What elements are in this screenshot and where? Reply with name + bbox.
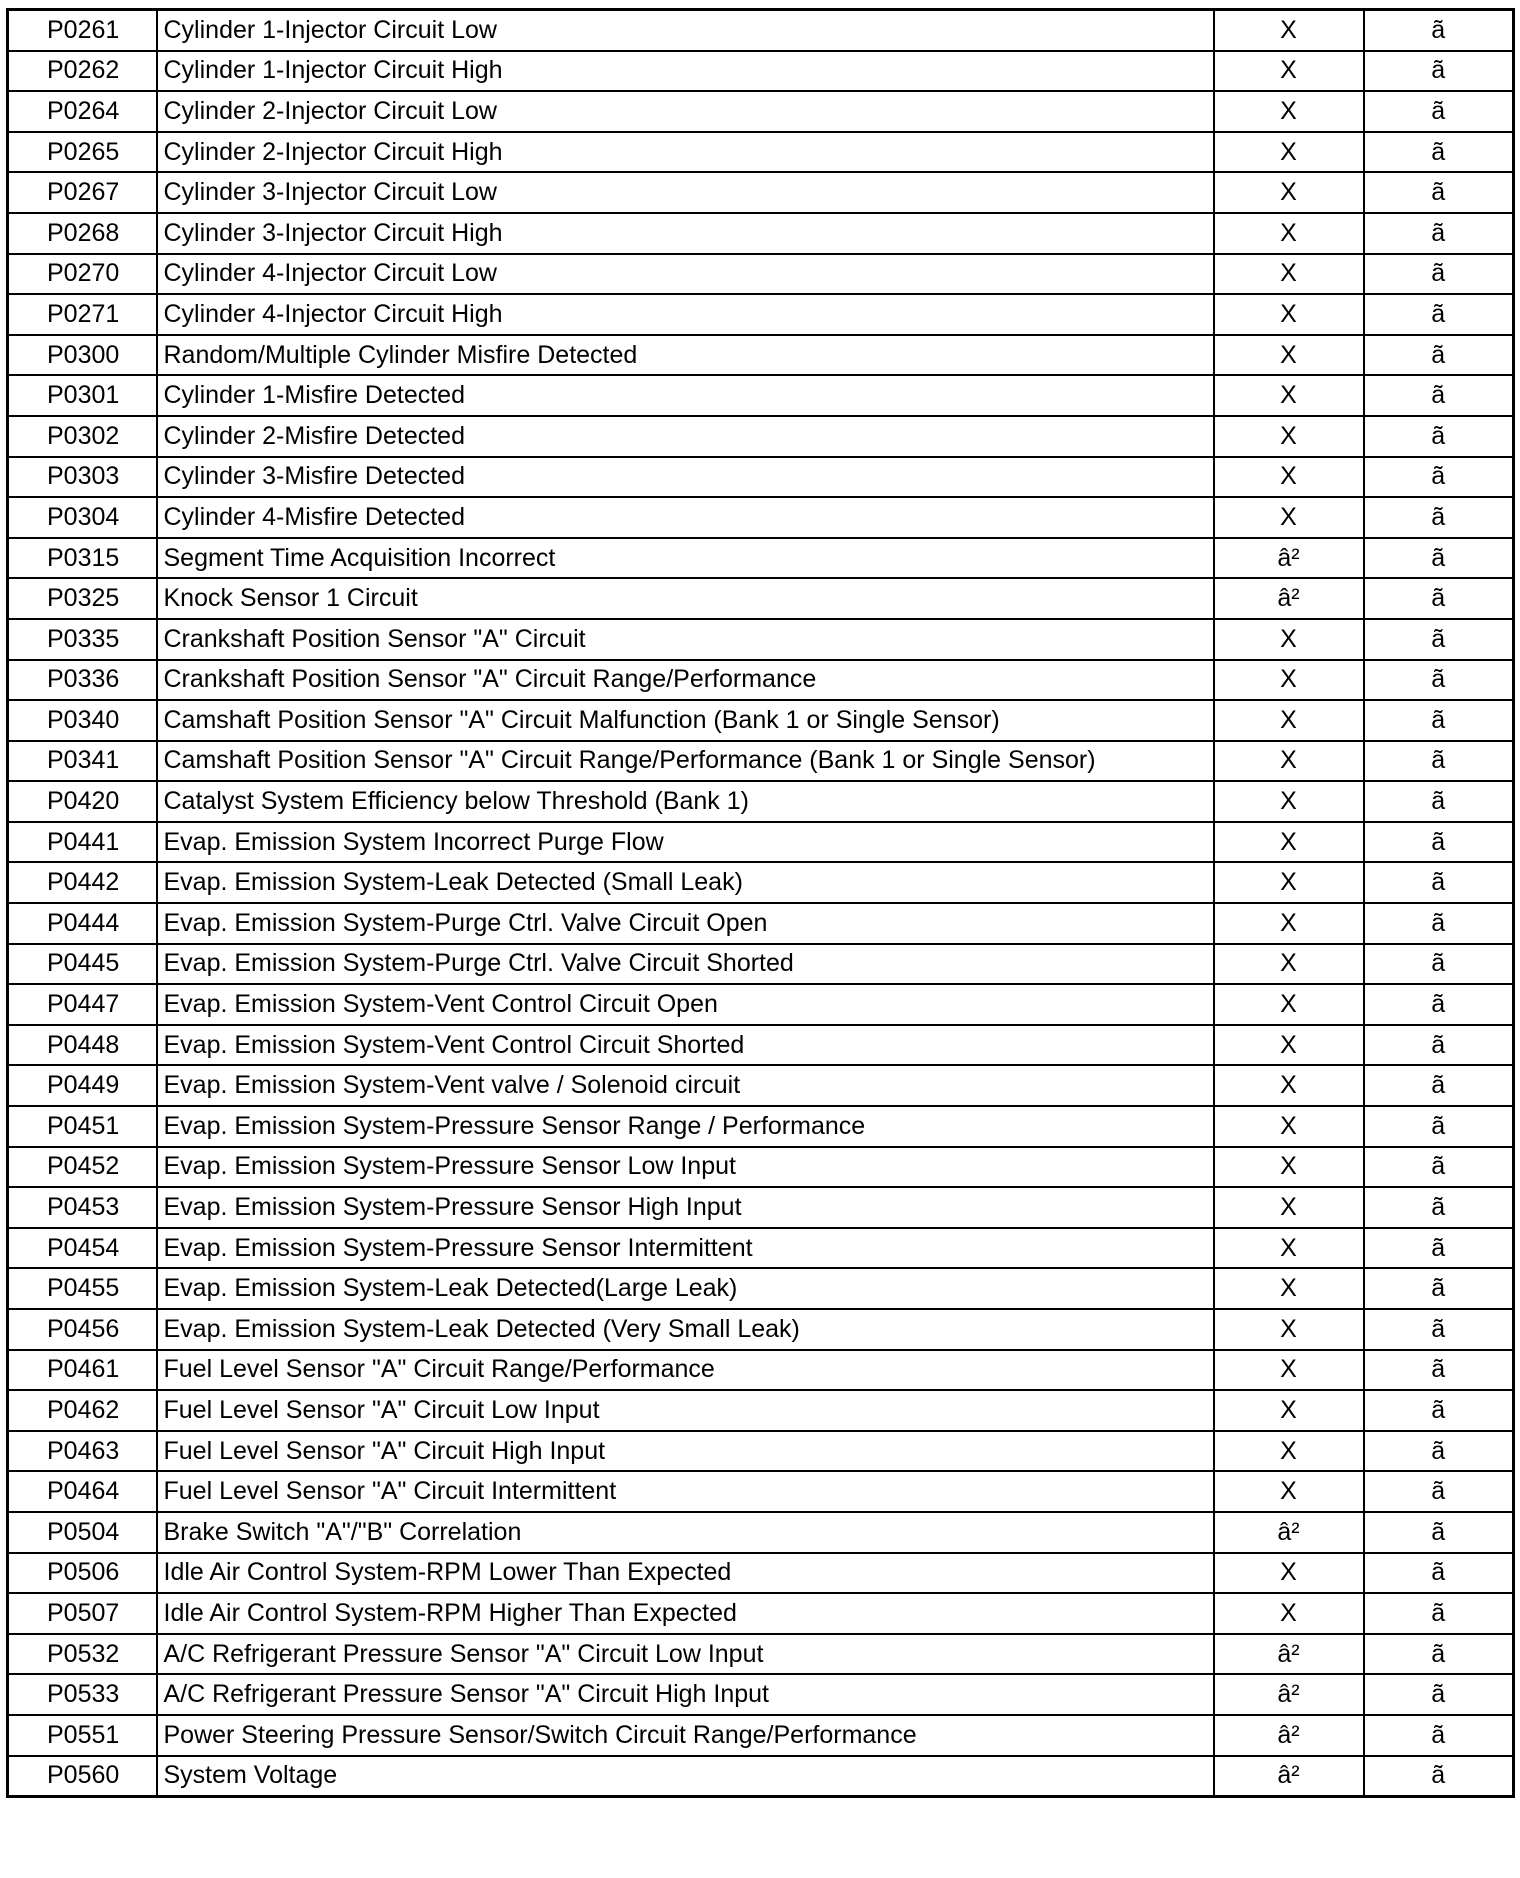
dtc-code: P0261: [8, 10, 157, 51]
dtc-column-a-value: X: [1214, 294, 1364, 335]
table-row: [8, 294, 1514, 335]
dtc-column-b-value: ã: [1364, 254, 1514, 295]
dtc-column-b-value: ã: [1364, 213, 1514, 254]
table-row: [8, 1674, 1514, 1715]
dtc-description: Fuel Level Sensor "A" Circuit Intermittent: [157, 1471, 1214, 1512]
dtc-column-a-value: X: [1214, 1025, 1364, 1066]
dtc-column-a-value: â²: [1214, 1512, 1364, 1553]
dtc-code: P0302: [8, 416, 157, 457]
dtc-code: P0265: [8, 132, 157, 173]
dtc-column-b-value: ã: [1364, 1187, 1514, 1228]
dtc-code: P0451: [8, 1106, 157, 1147]
dtc-column-a-value: X: [1214, 619, 1364, 660]
dtc-column-a-value: X: [1214, 1431, 1364, 1472]
table-row: [8, 660, 1514, 701]
dtc-description: Evap. Emission System-Vent Control Circuit Open: [157, 984, 1214, 1025]
dtc-description: Evap. Emission System-Vent valve / Solenoid circuit: [157, 1065, 1214, 1106]
dtc-code: P0441: [8, 822, 157, 863]
table-row: [8, 862, 1514, 903]
dtc-column-a-value: X: [1214, 822, 1364, 863]
dtc-column-a-value: X: [1214, 1553, 1364, 1594]
dtc-column-a-value: â²: [1214, 1715, 1364, 1756]
dtc-description: Crankshaft Position Sensor "A" Circuit Range/Performance: [157, 660, 1214, 701]
dtc-code: P0452: [8, 1147, 157, 1188]
dtc-description: Cylinder 3-Injector Circuit High: [157, 213, 1214, 254]
table-row: [8, 984, 1514, 1025]
dtc-description: Evap. Emission System-Purge Ctrl. Valve Circuit Open: [157, 903, 1214, 944]
table-row: [8, 457, 1514, 498]
table-row: [8, 375, 1514, 416]
dtc-code: P0453: [8, 1187, 157, 1228]
dtc-column-b-value: ã: [1364, 51, 1514, 92]
dtc-description: Evap. Emission System-Pressure Sensor Range / Performance: [157, 1106, 1214, 1147]
dtc-column-a-value: â²: [1214, 1674, 1364, 1715]
dtc-column-b-value: ã: [1364, 619, 1514, 660]
dtc-column-a-value: X: [1214, 1350, 1364, 1391]
dtc-description: A/C Refrigerant Pressure Sensor "A" Circuit High Input: [157, 1674, 1214, 1715]
dtc-code: P0463: [8, 1431, 157, 1472]
dtc-column-a-value: X: [1214, 781, 1364, 822]
dtc-description: Cylinder 1-Injector Circuit High: [157, 51, 1214, 92]
dtc-code: P0449: [8, 1065, 157, 1106]
dtc-code: P0315: [8, 538, 157, 579]
dtc-column-a-value: X: [1214, 944, 1364, 985]
dtc-column-b-value: ã: [1364, 91, 1514, 132]
dtc-description: Evap. Emission System-Pressure Sensor Low Input: [157, 1147, 1214, 1188]
dtc-code: P0335: [8, 619, 157, 660]
dtc-column-b-value: ã: [1364, 1756, 1514, 1797]
dtc-code: P0464: [8, 1471, 157, 1512]
table-row: [8, 254, 1514, 295]
dtc-column-a-value: X: [1214, 457, 1364, 498]
table-row: [8, 944, 1514, 985]
dtc-description: System Voltage: [157, 1756, 1214, 1797]
dtc-column-a-value: X: [1214, 903, 1364, 944]
dtc-column-a-value: X: [1214, 254, 1364, 295]
dtc-description: Evap. Emission System-Leak Detected (Small Leak): [157, 862, 1214, 903]
dtc-code: P0506: [8, 1553, 157, 1594]
dtc-column-b-value: ã: [1364, 781, 1514, 822]
dtc-description: Cylinder 2-Injector Circuit High: [157, 132, 1214, 173]
dtc-description: A/C Refrigerant Pressure Sensor "A" Circuit Low Input: [157, 1634, 1214, 1675]
dtc-column-a-value: X: [1214, 660, 1364, 701]
table-row: [8, 1431, 1514, 1472]
table-row: [8, 51, 1514, 92]
dtc-column-b-value: ã: [1364, 700, 1514, 741]
dtc-column-b-value: ã: [1364, 1025, 1514, 1066]
dtc-code: P0462: [8, 1390, 157, 1431]
dtc-column-b-value: ã: [1364, 1715, 1514, 1756]
dtc-description: Power Steering Pressure Sensor/Switch Circuit Range/Performance: [157, 1715, 1214, 1756]
table-row: [8, 335, 1514, 376]
dtc-column-b-value: ã: [1364, 741, 1514, 782]
dtc-code: P0262: [8, 51, 157, 92]
table-row: [8, 91, 1514, 132]
dtc-code: P0444: [8, 903, 157, 944]
table-row: [8, 172, 1514, 213]
dtc-description: Cylinder 4-Injector Circuit Low: [157, 254, 1214, 295]
dtc-description: Cylinder 1-Misfire Detected: [157, 375, 1214, 416]
table-row: [8, 822, 1514, 863]
dtc-column-b-value: ã: [1364, 497, 1514, 538]
dtc-column-b-value: ã: [1364, 1065, 1514, 1106]
dtc-column-a-value: X: [1214, 700, 1364, 741]
dtc-column-b-value: ã: [1364, 375, 1514, 416]
table-row: [8, 1756, 1514, 1797]
table-row: [8, 1634, 1514, 1675]
dtc-column-a-value: X: [1214, 416, 1364, 457]
dtc-description: Evap. Emission System Incorrect Purge Flow: [157, 822, 1214, 863]
table-row: [8, 1715, 1514, 1756]
dtc-code: P0455: [8, 1268, 157, 1309]
dtc-column-a-value: â²: [1214, 538, 1364, 579]
dtc-code: P0341: [8, 741, 157, 782]
dtc-code: P0340: [8, 700, 157, 741]
table-row: [8, 1390, 1514, 1431]
table-row: [8, 213, 1514, 254]
dtc-description: Evap. Emission System-Vent Control Circuit Shorted: [157, 1025, 1214, 1066]
dtc-column-a-value: X: [1214, 497, 1364, 538]
dtc-code: P0454: [8, 1228, 157, 1269]
dtc-description: Idle Air Control System-RPM Higher Than Expected: [157, 1593, 1214, 1634]
dtc-description: Fuel Level Sensor "A" Circuit Range/Performance: [157, 1350, 1214, 1391]
table-row: [8, 497, 1514, 538]
dtc-column-a-value: X: [1214, 213, 1364, 254]
dtc-code: P0264: [8, 91, 157, 132]
dtc-code: P0300: [8, 335, 157, 376]
dtc-description: Camshaft Position Sensor "A" Circuit Malfunction (Bank 1 or Single Sensor): [157, 700, 1214, 741]
dtc-code: P0560: [8, 1756, 157, 1797]
dtc-column-a-value: X: [1214, 1187, 1364, 1228]
table-row: [8, 903, 1514, 944]
dtc-code: P0325: [8, 578, 157, 619]
dtc-column-b-value: ã: [1364, 1228, 1514, 1269]
dtc-column-b-value: ã: [1364, 660, 1514, 701]
table-row: [8, 132, 1514, 173]
dtc-code: P0532: [8, 1634, 157, 1675]
dtc-column-b-value: ã: [1364, 457, 1514, 498]
dtc-column-b-value: ã: [1364, 1106, 1514, 1147]
table-row: [8, 1309, 1514, 1350]
dtc-description: Cylinder 4-Injector Circuit High: [157, 294, 1214, 335]
dtc-description: Cylinder 3-Injector Circuit Low: [157, 172, 1214, 213]
dtc-column-a-value: X: [1214, 1390, 1364, 1431]
dtc-code: P0442: [8, 862, 157, 903]
dtc-column-a-value: X: [1214, 984, 1364, 1025]
table-row: [8, 1147, 1514, 1188]
dtc-column-b-value: ã: [1364, 1593, 1514, 1634]
dtc-description: Camshaft Position Sensor "A" Circuit Range/Performance (Bank 1 or Single Sensor): [157, 741, 1214, 782]
dtc-code: P0447: [8, 984, 157, 1025]
dtc-column-b-value: ã: [1364, 1309, 1514, 1350]
table-row: [8, 1471, 1514, 1512]
dtc-column-b-value: ã: [1364, 903, 1514, 944]
table-row: [8, 1553, 1514, 1594]
dtc-description: Knock Sensor 1 Circuit: [157, 578, 1214, 619]
table-row: [8, 1187, 1514, 1228]
dtc-column-a-value: X: [1214, 172, 1364, 213]
dtc-code: P0270: [8, 254, 157, 295]
dtc-column-a-value: X: [1214, 91, 1364, 132]
dtc-column-a-value: X: [1214, 1471, 1364, 1512]
dtc-column-a-value: X: [1214, 1593, 1364, 1634]
dtc-column-b-value: ã: [1364, 944, 1514, 985]
dtc-column-a-value: X: [1214, 1065, 1364, 1106]
table-row: [8, 10, 1514, 51]
dtc-column-a-value: X: [1214, 375, 1364, 416]
dtc-code: P0504: [8, 1512, 157, 1553]
dtc-description: Catalyst System Efficiency below Threshold (Bank 1): [157, 781, 1214, 822]
dtc-description: Fuel Level Sensor "A" Circuit High Input: [157, 1431, 1214, 1472]
dtc-column-b-value: ã: [1364, 1350, 1514, 1391]
dtc-column-a-value: X: [1214, 741, 1364, 782]
dtc-description: Cylinder 2-Injector Circuit Low: [157, 91, 1214, 132]
dtc-description: Evap. Emission System-Leak Detected (Very Small Leak): [157, 1309, 1214, 1350]
table-row: [8, 1065, 1514, 1106]
dtc-column-b-value: ã: [1364, 862, 1514, 903]
dtc-column-b-value: ã: [1364, 1512, 1514, 1553]
dtc-column-b-value: ã: [1364, 1553, 1514, 1594]
dtc-column-a-value: X: [1214, 1268, 1364, 1309]
dtc-code: P0551: [8, 1715, 157, 1756]
dtc-description: Cylinder 1-Injector Circuit Low: [157, 10, 1214, 51]
dtc-column-b-value: ã: [1364, 1634, 1514, 1675]
dtc-description: Evap. Emission System-Purge Ctrl. Valve Circuit Shorted: [157, 944, 1214, 985]
dtc-description: Idle Air Control System-RPM Lower Than Expected: [157, 1553, 1214, 1594]
dtc-code: P0445: [8, 944, 157, 985]
dtc-code: P0336: [8, 660, 157, 701]
dtc-column-b-value: ã: [1364, 822, 1514, 863]
dtc-column-b-value: ã: [1364, 132, 1514, 173]
table-row: [8, 781, 1514, 822]
dtc-description: Evap. Emission System-Pressure Sensor High Input: [157, 1187, 1214, 1228]
table-row: [8, 1268, 1514, 1309]
dtc-column-b-value: ã: [1364, 578, 1514, 619]
dtc-column-b-value: ã: [1364, 1390, 1514, 1431]
dtc-column-b-value: ã: [1364, 538, 1514, 579]
dtc-table: [6, 8, 1515, 1798]
dtc-column-a-value: X: [1214, 1147, 1364, 1188]
dtc-column-a-value: X: [1214, 51, 1364, 92]
table-row: [8, 416, 1514, 457]
dtc-code: P0533: [8, 1674, 157, 1715]
table-row: [8, 1512, 1514, 1553]
table-row: [8, 1228, 1514, 1269]
dtc-column-a-value: â²: [1214, 1634, 1364, 1675]
dtc-column-a-value: X: [1214, 1106, 1364, 1147]
dtc-column-b-value: ã: [1364, 1268, 1514, 1309]
dtc-column-a-value: X: [1214, 1309, 1364, 1350]
dtc-description: Segment Time Acquisition Incorrect: [157, 538, 1214, 579]
dtc-column-b-value: ã: [1364, 416, 1514, 457]
table-row: [8, 741, 1514, 782]
dtc-column-b-value: ã: [1364, 172, 1514, 213]
dtc-column-a-value: X: [1214, 10, 1364, 51]
dtc-column-b-value: ã: [1364, 1147, 1514, 1188]
dtc-description: Cylinder 2-Misfire Detected: [157, 416, 1214, 457]
dtc-code: P0507: [8, 1593, 157, 1634]
table-row: [8, 578, 1514, 619]
dtc-code: P0461: [8, 1350, 157, 1391]
dtc-column-a-value: â²: [1214, 578, 1364, 619]
dtc-column-b-value: ã: [1364, 984, 1514, 1025]
dtc-column-a-value: â²: [1214, 1756, 1364, 1797]
dtc-code: P0304: [8, 497, 157, 538]
dtc-description: Fuel Level Sensor "A" Circuit Low Input: [157, 1390, 1214, 1431]
dtc-column-a-value: X: [1214, 1228, 1364, 1269]
dtc-column-b-value: ã: [1364, 1431, 1514, 1472]
dtc-column-b-value: ã: [1364, 1674, 1514, 1715]
dtc-table-body: [8, 10, 1514, 1797]
table-row: [8, 619, 1514, 660]
dtc-description: Random/Multiple Cylinder Misfire Detected: [157, 335, 1214, 376]
dtc-description: Crankshaft Position Sensor "A" Circuit: [157, 619, 1214, 660]
table-row: [8, 538, 1514, 579]
dtc-description: Evap. Emission System-Leak Detected(Large Leak): [157, 1268, 1214, 1309]
dtc-column-b-value: ã: [1364, 294, 1514, 335]
dtc-code: P0448: [8, 1025, 157, 1066]
dtc-code: P0301: [8, 375, 157, 416]
dtc-description: Cylinder 4-Misfire Detected: [157, 497, 1214, 538]
dtc-code: P0456: [8, 1309, 157, 1350]
dtc-code: P0268: [8, 213, 157, 254]
table-row: [8, 1593, 1514, 1634]
dtc-column-b-value: ã: [1364, 1471, 1514, 1512]
dtc-description: Cylinder 3-Misfire Detected: [157, 457, 1214, 498]
dtc-column-a-value: X: [1214, 132, 1364, 173]
dtc-column-b-value: ã: [1364, 10, 1514, 51]
dtc-description: Evap. Emission System-Pressure Sensor Intermittent: [157, 1228, 1214, 1269]
dtc-description: Brake Switch "A"/"B" Correlation: [157, 1512, 1214, 1553]
dtc-column-b-value: ã: [1364, 335, 1514, 376]
table-row: [8, 1350, 1514, 1391]
table-row: [8, 1106, 1514, 1147]
dtc-code: P0303: [8, 457, 157, 498]
dtc-column-a-value: X: [1214, 335, 1364, 376]
table-row: [8, 700, 1514, 741]
dtc-code: P0271: [8, 294, 157, 335]
table-row: [8, 1025, 1514, 1066]
dtc-code: P0267: [8, 172, 157, 213]
dtc-code: P0420: [8, 781, 157, 822]
dtc-column-a-value: X: [1214, 862, 1364, 903]
